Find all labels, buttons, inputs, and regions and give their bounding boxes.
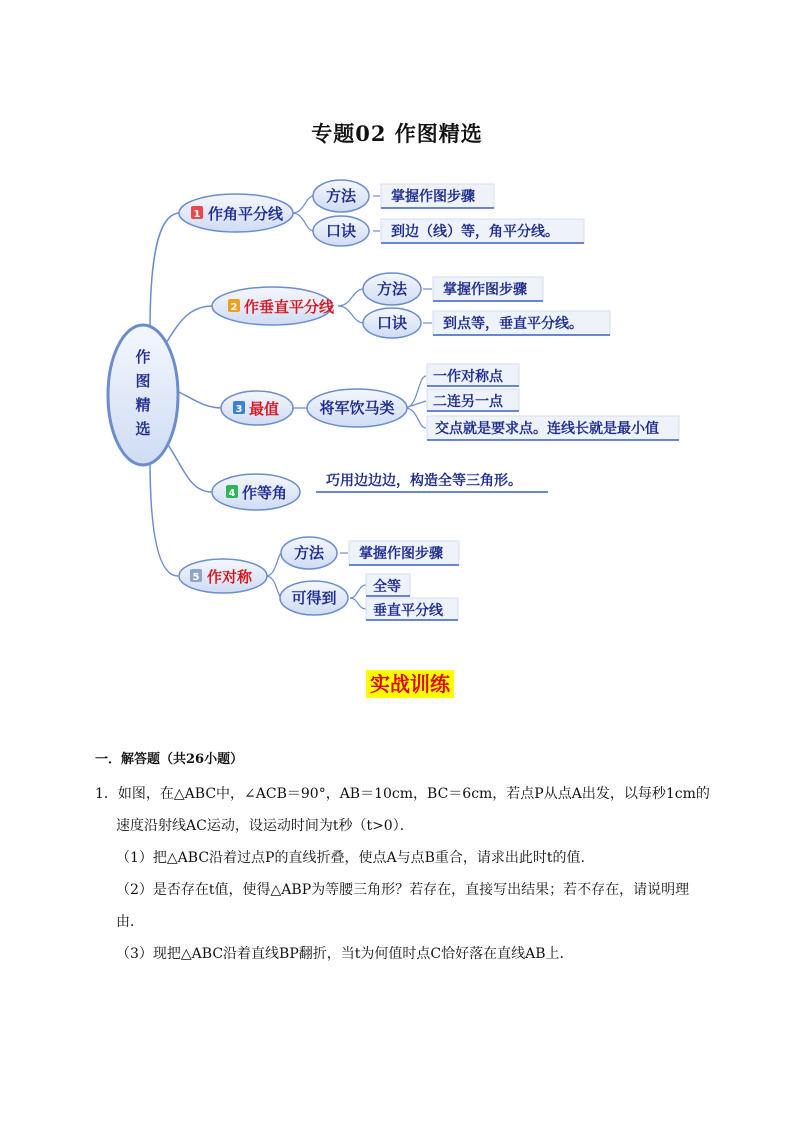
leaf-text: 二连另一点 xyxy=(433,394,503,410)
child-label: 可得到 xyxy=(291,589,337,607)
svg-text:选: 选 xyxy=(135,420,151,438)
svg-text:1: 1 xyxy=(193,209,201,220)
child-label: 方法 xyxy=(376,280,408,298)
leaf-text: 一作对称点 xyxy=(433,369,503,385)
svg-text:4: 4 xyxy=(228,488,236,499)
leaf-text: 到边（线）等，角平分线。 xyxy=(391,224,559,240)
child-label: 口诀 xyxy=(325,222,357,240)
section-heading: 一．解答题（共26小题） xyxy=(95,752,244,767)
svg-text:作角平分线: 作角平分线 xyxy=(208,205,284,223)
svg-text:作对称: 作对称 xyxy=(207,568,253,586)
leaf-text: 到点等，垂直平分线。 xyxy=(443,316,583,332)
leaf-text: 掌握作图步骤 xyxy=(359,546,443,562)
svg-text:3: 3 xyxy=(235,404,243,415)
page-title: 专题02 作图精选 xyxy=(311,121,483,146)
leaf-text: 全等 xyxy=(373,579,401,595)
root-node xyxy=(108,325,178,465)
svg-text:精: 精 xyxy=(135,396,151,414)
question-line: 由． xyxy=(116,914,144,930)
child-label: 将军饮马类 xyxy=(319,399,395,417)
svg-text:作垂直平分线: 作垂直平分线 xyxy=(244,298,335,316)
leaf-text: 垂直平分线 xyxy=(373,603,443,619)
child-label: 方法 xyxy=(293,544,325,562)
question-line: （1）把△ABC沿着过点P的直线折叠，使点A与点B重合，请求出此时t的值． xyxy=(116,850,595,866)
svg-text:图: 图 xyxy=(135,372,151,390)
leaf-text: 交点就是要求点。连线长就是最小值 xyxy=(435,421,659,437)
svg-text:作等角: 作等角 xyxy=(242,484,288,502)
branch-1 xyxy=(179,194,293,232)
svg-text:最值: 最值 xyxy=(249,400,280,418)
svg-text:2: 2 xyxy=(230,302,238,313)
child-label: 方法 xyxy=(325,187,357,205)
branch-4 xyxy=(212,474,300,510)
question-line: 速度沿射线AC运动，设运动时间为t秒（t>0）． xyxy=(116,818,414,834)
leaf-text: 掌握作图步骤 xyxy=(443,282,527,298)
branch-5 xyxy=(179,559,267,593)
child-label: 口诀 xyxy=(376,314,408,332)
branch-2 xyxy=(212,287,335,325)
question-line: 1．如图，在△ABC中，∠ACB＝90°，AB＝10cm，BC＝6cm，若点P从点A出发，以每秒1cm的 xyxy=(95,786,710,802)
branch-3 xyxy=(221,391,293,425)
svg-text:作: 作 xyxy=(135,348,151,366)
practice-banner: 实战训练 xyxy=(366,670,454,698)
svg-text:5: 5 xyxy=(192,572,200,583)
leaf-text: 巧用边边边，构造全等三角形。 xyxy=(326,473,522,489)
leaf-text: 掌握作图步骤 xyxy=(391,189,475,205)
question-line: （3）现把△ABC沿着直线BP翻折，当t为何值时点C恰好落在直线AB上． xyxy=(116,946,574,962)
question-line: （2）是否存在t值，使得△ABP为等腰三角形？若存在，直接写出结果；若不存在，请说明理 xyxy=(116,882,690,898)
